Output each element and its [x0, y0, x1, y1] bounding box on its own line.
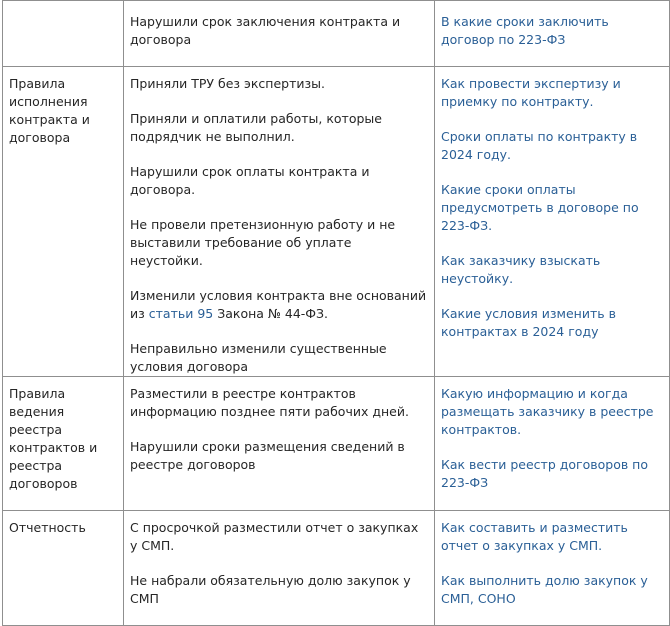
- article-link[interactable]: Как выполнить долю закупок у СМП, СОНО: [441, 573, 648, 606]
- article-link[interactable]: Какие условия изменить в контрактах в 2024 году: [441, 306, 616, 339]
- violations-cell: [124, 67, 435, 377]
- article-link[interactable]: Сроки оплаты по контракту в 2024 году.: [441, 129, 638, 162]
- table-row: [3, 1, 670, 67]
- table-row: [3, 67, 670, 377]
- violations-table: [2, 0, 670, 626]
- category-cell: [3, 1, 124, 67]
- violation-text: Неправильно изменили существенные условия договора: [130, 341, 387, 374]
- category-cell: [3, 511, 124, 626]
- violations-cell: [124, 511, 435, 626]
- violation-text: Приняли ТРУ без экспертизы.: [130, 76, 325, 91]
- article-link[interactable]: В какие сроки заключить договор по 223-ФЗ: [441, 14, 609, 47]
- links-cell: [435, 511, 670, 626]
- article-link[interactable]: Как провести экспертизу и приемку по контракту.: [441, 76, 621, 109]
- article-link[interactable]: Как вести реестр договоров по 223-ФЗ: [441, 457, 649, 490]
- article-link[interactable]: Как заказчику взыскать неустойку.: [441, 253, 601, 286]
- violation-text: Не набрали обязательную долю закупок у СМП: [130, 573, 411, 606]
- category-cell: [3, 377, 124, 511]
- law-article-link[interactable]: статьи 95: [148, 306, 214, 321]
- links-cell: [435, 67, 670, 377]
- violation-text: Приняли и оплатили работы, которые подрядчик не выполнил.: [130, 111, 382, 144]
- category-label: Отчетность: [9, 520, 86, 535]
- violation-text: Нарушили сроки размещения сведений в реестре договоров: [130, 439, 405, 472]
- violation-text: Нарушили срок заключения контракта и договора: [130, 14, 401, 47]
- category-label: Правила исполнения контракта и договора: [9, 76, 90, 145]
- violations-cell: [124, 1, 435, 67]
- table-row: [3, 511, 670, 626]
- violation-text: С просрочкой разместили отчет о закупках у СМП.: [130, 520, 419, 553]
- category-label: Правила ведения реестра контрактов и реестра договоров: [9, 386, 98, 491]
- category-cell: [3, 67, 124, 377]
- table-row: [3, 377, 670, 511]
- violation-text-part: Изменили условия контракта вне оснований из: [130, 288, 427, 321]
- violation-text-part: Закона № 44-ФЗ.: [217, 306, 329, 321]
- violations-cell: [124, 377, 435, 511]
- violation-text: Разместили в реестре контрактов информацию позднее пяти рабочих дней.: [130, 386, 409, 419]
- links-cell: [435, 377, 670, 511]
- violation-text: Не провели претензионную работу и не выставили требование об уплате неустойки.: [130, 217, 396, 268]
- article-link[interactable]: Какие сроки оплаты предусмотреть в договоре по 223-ФЗ.: [441, 182, 639, 233]
- violation-text: Нарушили срок оплаты контракта и договора.: [130, 164, 370, 197]
- violation-text: [130, 287, 428, 323]
- links-cell: [435, 1, 670, 67]
- article-link[interactable]: Как составить и разместить отчет о закупках у СМП.: [441, 520, 628, 553]
- article-link[interactable]: Какую информацию и когда размещать заказчику в реестре контрактов.: [441, 386, 654, 437]
